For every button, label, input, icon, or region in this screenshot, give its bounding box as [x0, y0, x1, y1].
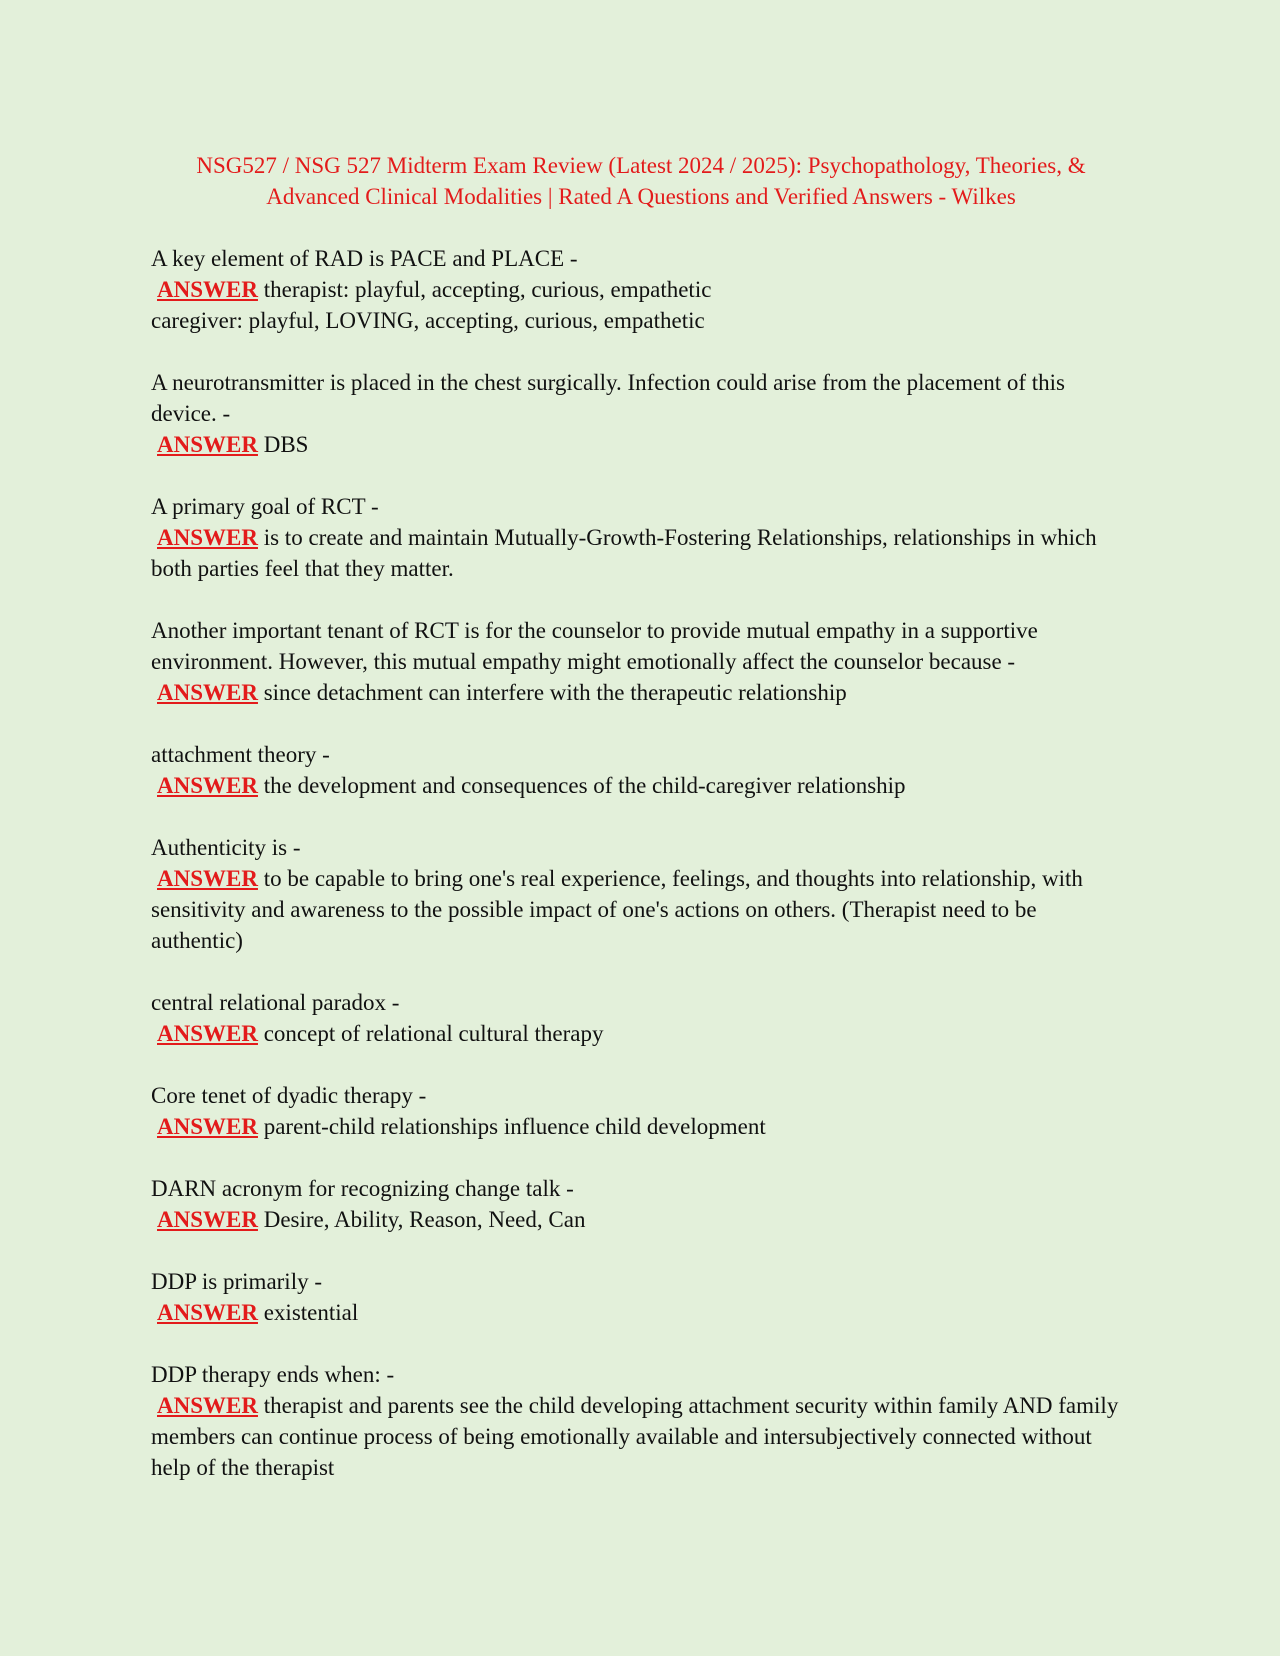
answer-line [151, 770, 1131, 801]
question-text: attachment theory - [151, 742, 330, 767]
answer-label: ANSWER [157, 866, 258, 891]
answer-text: therapist: playful, accepting, curious, empathetic caregiver: playful, LOVING, accepting, curious, empathetic [151, 277, 712, 333]
answer-line [151, 1111, 1131, 1142]
answer-line [151, 1297, 1131, 1328]
answer-label: ANSWER [157, 1300, 258, 1325]
question-text: A neurotransmitter is placed in the chest surgically. Infection could arise from the placement of this device. - [151, 370, 1065, 426]
answer-text: to be capable to bring one's real experience, feelings, and thoughts into relationship, with sensitivity and awareness to the possible impact of one's actions on others. (Therapist need to be authentic) [151, 866, 1083, 953]
qa-item [151, 367, 1131, 460]
question-text: Authenticity is - [151, 835, 301, 860]
answer-text: since detachment can interfere with the therapeutic relationship [263, 680, 847, 705]
answer-label: ANSWER [157, 277, 258, 302]
document-title: NSG527 / NSG 527 Midterm Exam Review (Latest 2024 / 2025): Psychopathology, Theories, & Advanced Clinical Modalities | Rated A Questions and Verified Answers - Wilkes [196, 153, 1086, 209]
answer-text: DBS [263, 432, 309, 457]
answer-line [151, 429, 1131, 460]
question-text: A primary goal of RCT - [151, 494, 379, 519]
answer-label: ANSWER [157, 525, 258, 550]
answer-text: parent-child relationships influence child development [263, 1114, 766, 1139]
answer-text: is to create and maintain Mutually-Growth-Fostering Relationships, relationships in which both parties feel that they matter. [151, 525, 1097, 581]
qa-item [151, 1266, 1131, 1328]
qa-item [151, 1173, 1131, 1235]
answer-text: therapist and parents see the child developing attachment security within family AND family members can continue process of being emotionally available and intersubjectively connected without help of the therapist [151, 1393, 1119, 1480]
answer-line [151, 863, 1131, 956]
answer-label: ANSWER [157, 1393, 258, 1418]
question-text: central relational paradox - [151, 990, 400, 1015]
qa-item [151, 987, 1131, 1049]
answer-line [151, 274, 1131, 336]
answer-line [151, 522, 1131, 584]
answer-label: ANSWER [157, 1021, 258, 1046]
answer-text: existential [263, 1300, 359, 1325]
answer-line [151, 677, 1131, 708]
qa-item [151, 1080, 1131, 1142]
qa-list [151, 243, 1131, 1483]
answer-text: Desire, Ability, Reason, Need, Can [263, 1207, 586, 1232]
qa-item [151, 739, 1131, 801]
answer-text: concept of relational cultural therapy [263, 1021, 604, 1046]
question-text: Another important tenant of RCT is for the counselor to provide mutual empathy in a supportive environment. However, this mutual empathy might emotionally affect the counselor because - [151, 618, 1038, 674]
qa-item [151, 1359, 1131, 1483]
answer-label: ANSWER [157, 1114, 258, 1139]
question-text: DDP therapy ends when: - [151, 1362, 395, 1387]
qa-item [151, 832, 1131, 956]
answer-text: the development and consequences of the child-caregiver relationship [263, 773, 906, 798]
answer-label: ANSWER [157, 1207, 258, 1232]
qa-item [151, 491, 1131, 584]
answer-line [151, 1018, 1131, 1049]
question-text: DARN acronym for recognizing change talk - [151, 1176, 574, 1201]
answer-label: ANSWER [157, 773, 258, 798]
answer-line [151, 1204, 1131, 1235]
answer-label: ANSWER [157, 680, 258, 705]
question-text: A key element of RAD is PACE and PLACE - [151, 246, 578, 271]
qa-item [151, 243, 1131, 336]
qa-item [151, 615, 1131, 708]
question-text: Core tenet of dyadic therapy - [151, 1083, 427, 1108]
answer-label: ANSWER [157, 432, 258, 457]
answer-line [151, 1390, 1131, 1483]
question-text: DDP is primarily - [151, 1269, 322, 1294]
